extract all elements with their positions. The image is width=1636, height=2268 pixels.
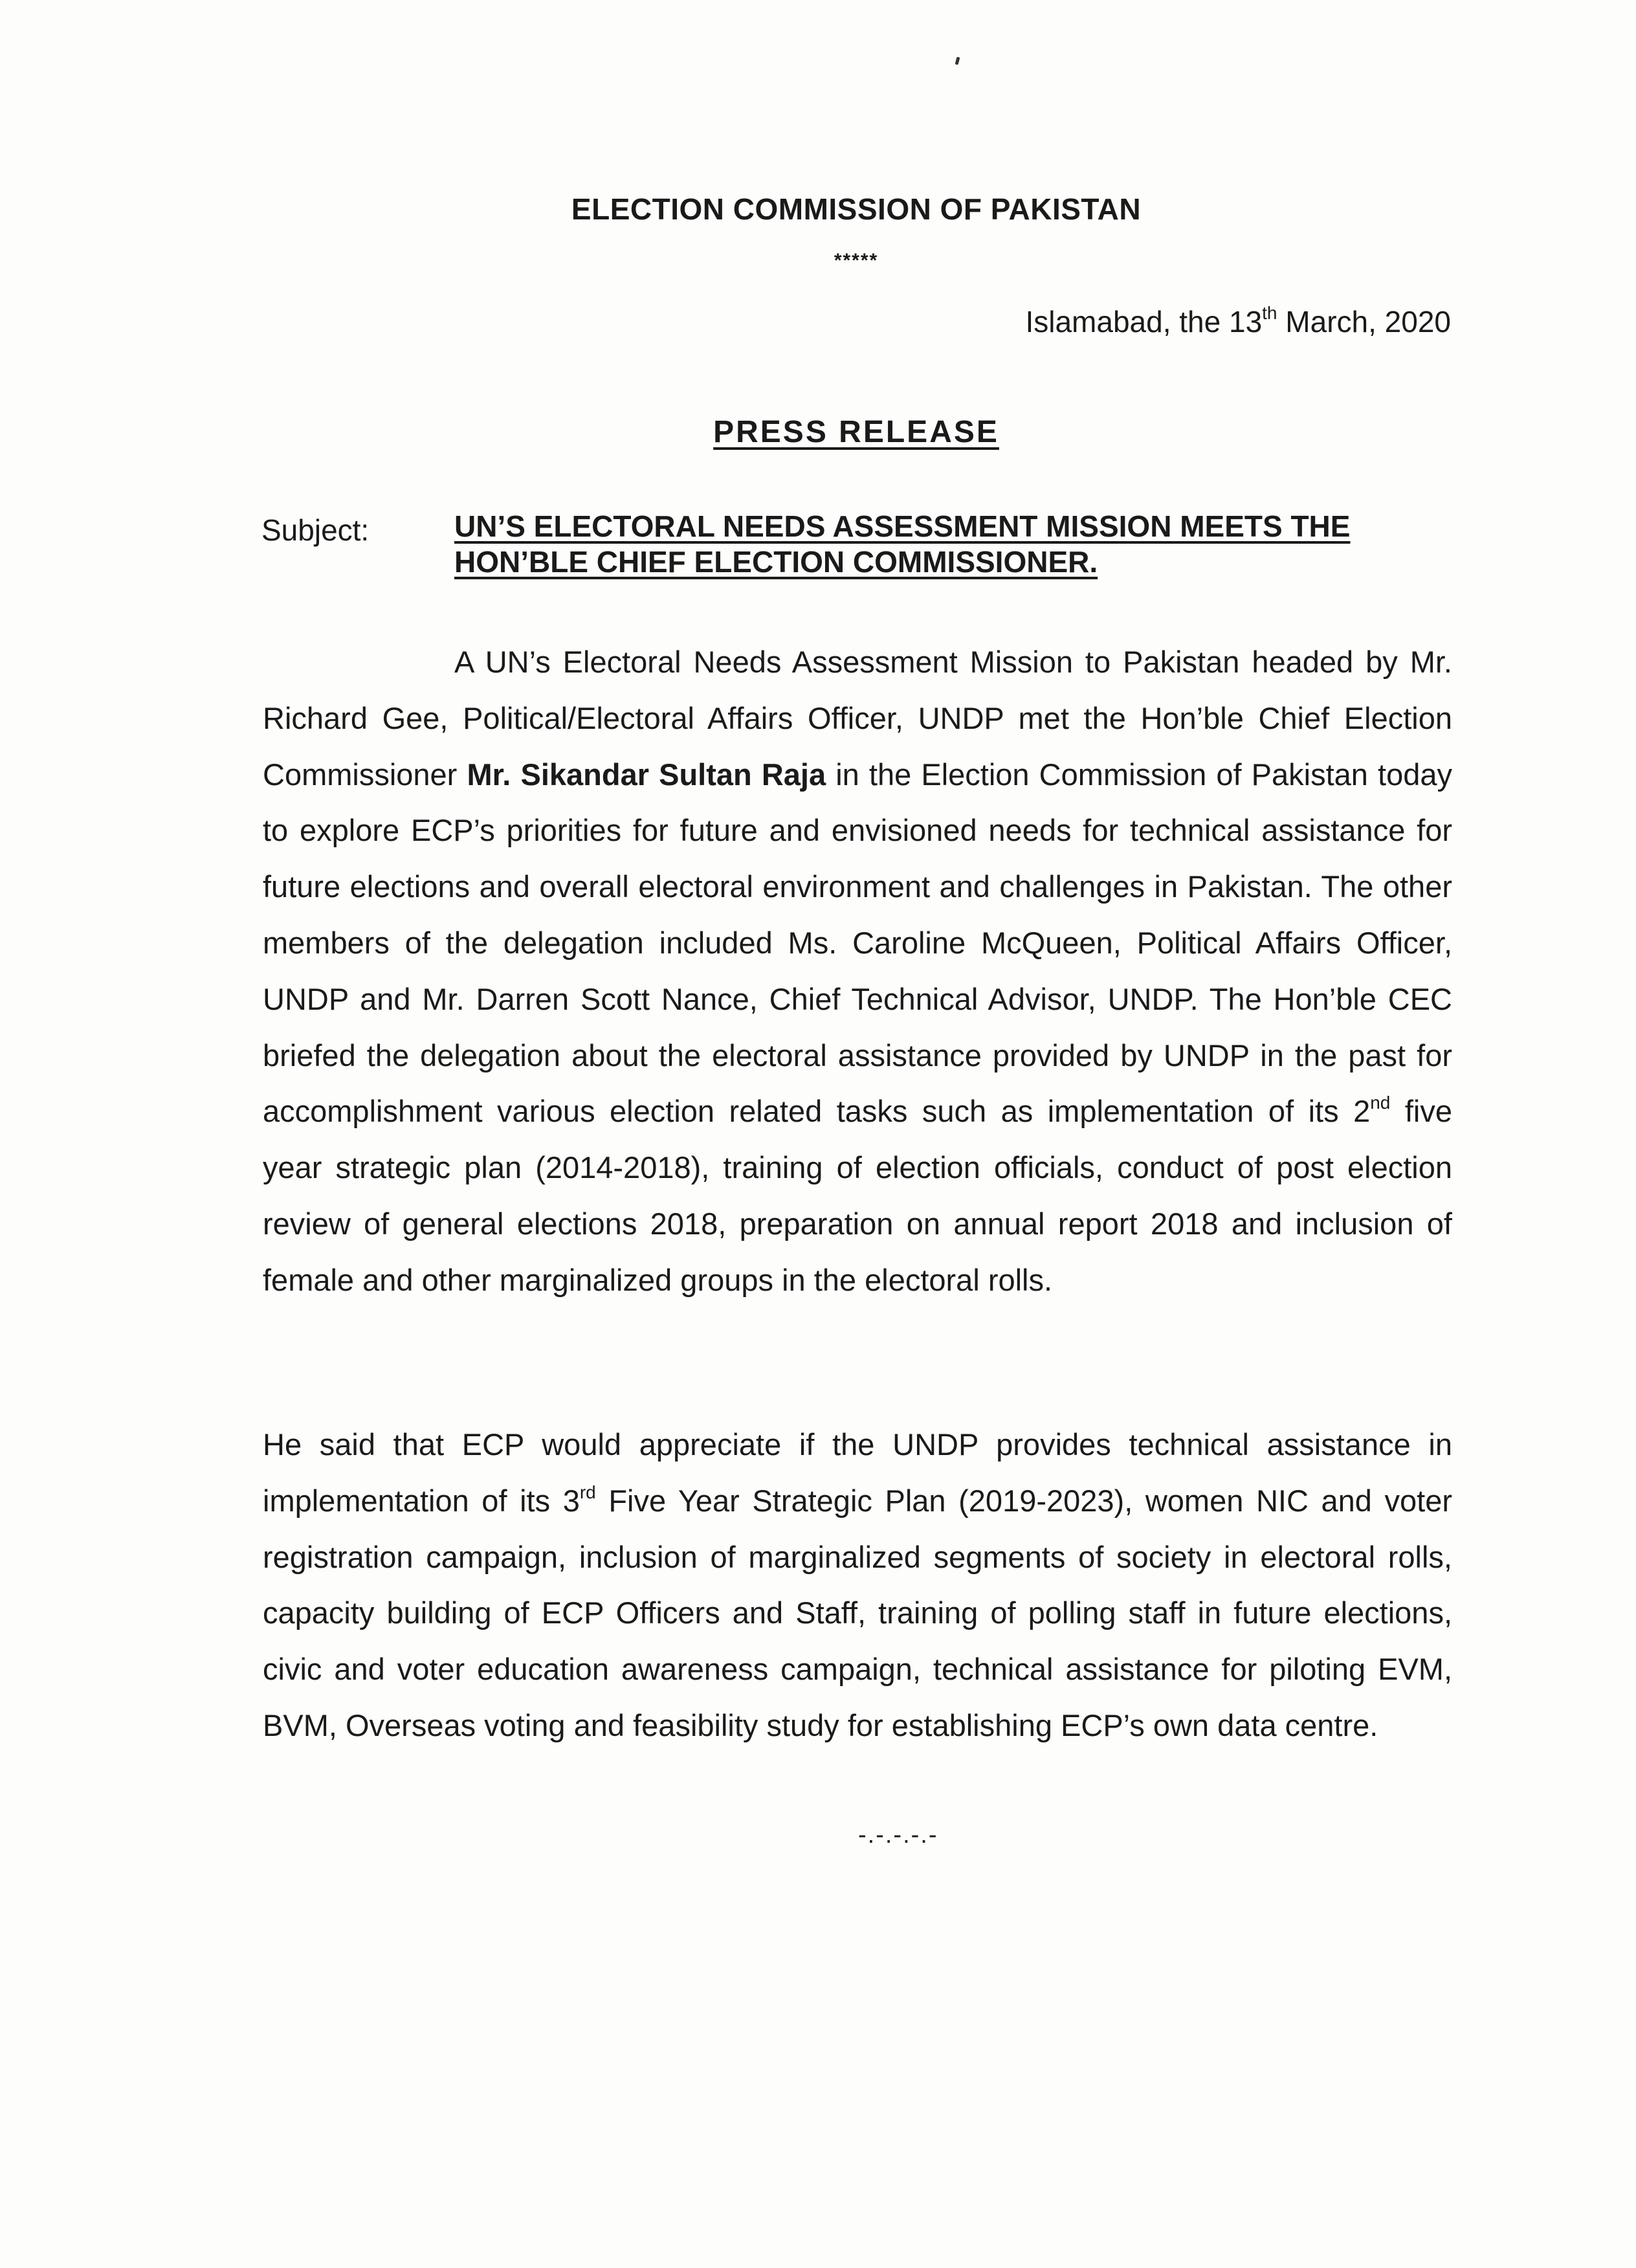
paragraph-1-text-b: in the Election Commission of Pakistan today to explore ECP’s priorities for future and envisioned needs for technical assistance for future elections and overall electoral environment and challenges in Pakistan. The other members of the delegation included Ms. Caroline McQueen, Political Affairs Officer, UNDP and Mr. Darren Scott Nance, Chief Technical Advisor, UNDP. The Hon’ble CEC briefed the delegation about the electoral assistance provided by UNDP in the past for accomplishment various election related tasks such as implementation of its 2 <box>263 757 1452 1129</box>
dateline-ordinal: th <box>1262 303 1277 323</box>
paragraph-1-text-c: five year strategic plan (2014-2018), training of election officials, conduct of post election review of general elections 2018, preparation on annual report 2018 and inclusion of female and other marginalized groups in the electoral rolls. <box>263 1094 1452 1297</box>
dateline-suffix: March, 2020 <box>1277 305 1451 339</box>
paragraph-1-text-a: A UN’s Electoral Needs Assessment Mission to Pakistan headed by Mr. Richard Gee, Political/Electoral Affairs Officer, UNDP met the Hon’ble Chief Election Commissioner <box>263 645 1452 792</box>
scan-speck <box>955 57 960 65</box>
dateline <box>1025 304 1451 339</box>
body-paragraph-1 <box>263 634 1452 1309</box>
subject-text: UN’S ELECTORAL NEEDS ASSESSMENT MISSION MEETS THE HON’BLE CHIEF ELECTION COMMISSIONER. <box>454 509 1351 579</box>
paragraph-2-text-b: Five Year Strategic Plan (2019-2023), women NIC and voter registration campaign, inclusion of marginalized segments of society in electoral rolls, capacity building of ECP Officers and Staff, training of polling staff in future elections, civic and voter education awareness campaign, technical assistance for piloting EVM, BVM, Overseas voting and feasibility study for establishing ECP’s own data centre. <box>263 1483 1452 1742</box>
ordinal-rd: rd <box>579 1482 596 1502</box>
paragraph-2-text-a: He said that ECP would appreciate if the UNDP provides technical assistance in implementation of its 3 <box>263 1427 1452 1518</box>
cec-name: Mr. Sikandar Sultan Raja <box>467 757 826 792</box>
press-release-title: PRESS RELEASE <box>713 415 999 449</box>
heading-separator: ***** <box>834 250 879 271</box>
end-mark: -.-.-.-.- <box>858 1821 938 1849</box>
body-paragraph-2 <box>263 1417 1452 1754</box>
subject-label: Subject: <box>261 513 370 547</box>
dateline-prefix: Islamabad, the 13 <box>1025 305 1263 339</box>
ordinal-nd: nd <box>1370 1093 1391 1113</box>
organization-heading: ELECTION COMMISSION OF PAKISTAN <box>571 192 1142 226</box>
